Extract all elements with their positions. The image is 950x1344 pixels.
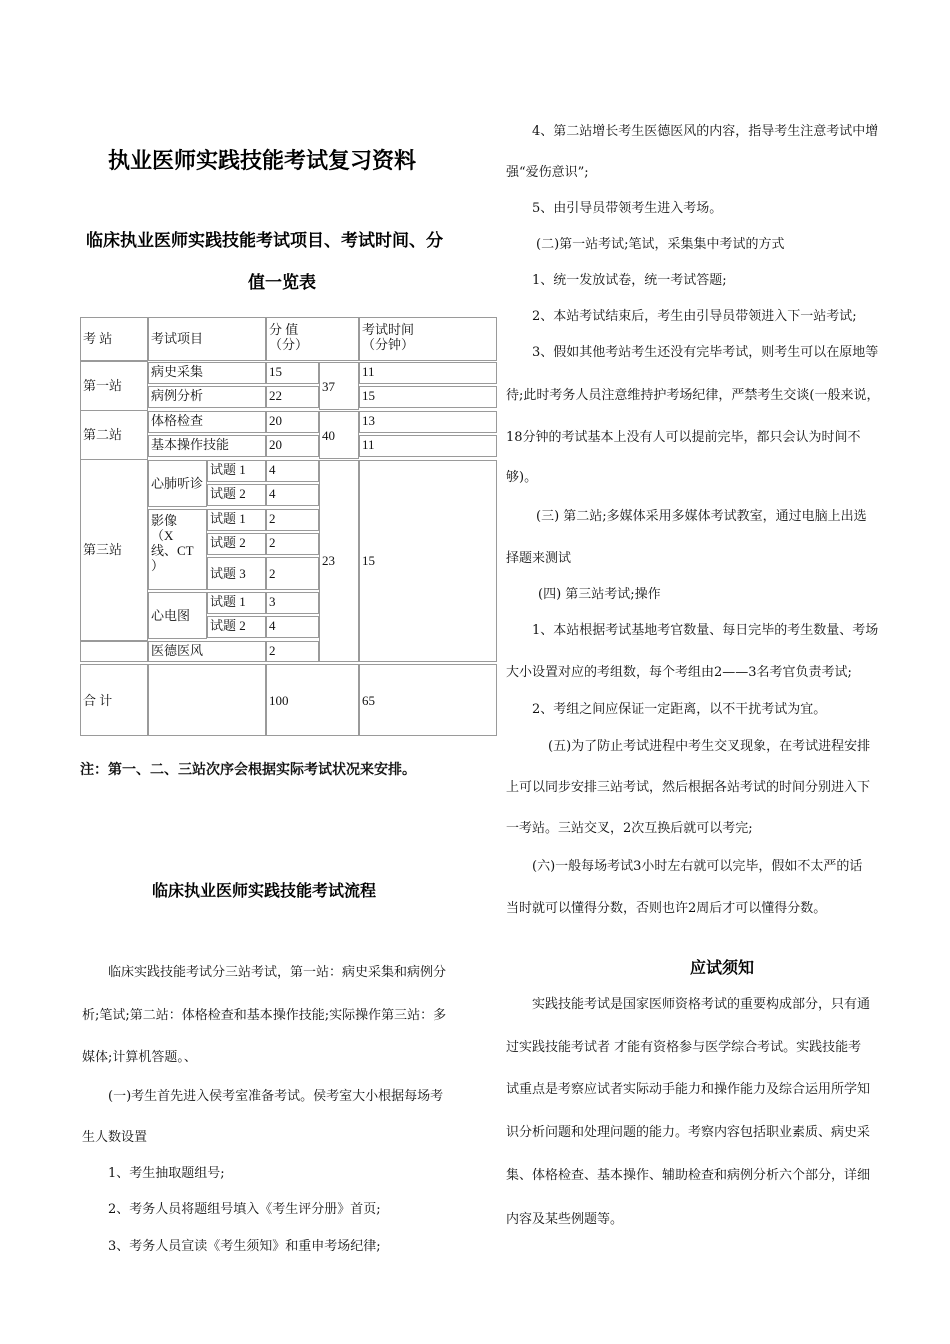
ecg-question-1: 试题 1 (207, 592, 266, 614)
imaging-label-line1: 影像 (151, 513, 178, 528)
station-1-item-1: 病史采集 (148, 362, 266, 384)
table-header-time (359, 317, 497, 361)
right-paragraph-line: 当时就可以懂得分数，否则也许2周后才可以懂得分数。 (506, 901, 827, 916)
notice-paragraph-line: 试重点是考察应试者实际动手能力和操作能力及综合运用所学知 (506, 1082, 871, 1097)
station-1-time-2: 15 (359, 386, 497, 408)
station-2-score-1: 20 (266, 411, 319, 433)
right-paragraph-line: (五)为了防止考试进程中考生交叉现象，在考试进程安排 (548, 739, 871, 754)
station-2-item-2: 基本操作技能 (148, 435, 266, 457)
imaging-question-2: 试题 2 (207, 533, 266, 555)
total-label: 合 计 (80, 664, 148, 736)
heart-question-2-score: 4 (266, 484, 319, 506)
right-paragraph-line: 一考站。三站交叉，2次互换后就可以考完; (506, 821, 753, 836)
station-2-label: 第二站 (80, 410, 148, 460)
right-paragraph-line: 1、统一发放试卷，统一考试答题; (532, 273, 727, 288)
right-paragraph-line: 够)。 (506, 470, 538, 485)
imaging-question-2-score: 2 (266, 533, 319, 555)
heart-auscultation-label: 心肺听诊 (148, 460, 207, 507)
ecg-question-2: 试题 2 (207, 616, 266, 638)
left-list-item: 3、考务人员宣读《考生须知》和重申考场纪律; (108, 1239, 381, 1254)
right-paragraph-line: (三) 第二站;多媒体采用多媒体考试教室，通过电脑上出选 (536, 509, 867, 524)
table-header-score (266, 317, 359, 361)
station-3-label: 第三站 (80, 459, 148, 641)
station-1-label: 第一站 (80, 361, 148, 411)
table-header-time-line2: （分钟） (362, 337, 415, 352)
total-item-blank (148, 664, 266, 736)
table-note: 注：第一、二、三站次序会根据实际考试状况来安排。 (80, 762, 416, 778)
right-paragraph-line: 1、本站根据考试基地考官数量、每日完毕的考生数量、考场 (532, 623, 879, 638)
notice-paragraph-line: 内容及某些例题等。 (506, 1212, 624, 1227)
heart-question-1-score: 4 (266, 460, 319, 482)
imaging-question-1: 试题 1 (207, 509, 266, 531)
station-3-subtotal: 23 (319, 460, 359, 662)
right-paragraph-line: 择题来测试 (506, 551, 572, 566)
total-score: 100 (266, 664, 359, 736)
station-2-score-2: 20 (266, 435, 319, 457)
right-paragraph-line: 5、由引导员带领考生进入考场。 (532, 201, 723, 216)
right-paragraph-line: (六)一般每场考试3小时左右就可以完毕，假如不太严的话 (532, 859, 863, 874)
right-paragraph-line: 待;此时考务人员注意维持护考场纪律，严禁考生交谈(一般来说， (506, 388, 880, 403)
ecg-question-2-score: 4 (266, 616, 319, 638)
notice-paragraph-line: 集、体格检查、基本操作、辅助检查和病例分析六个部分，详细 (506, 1168, 871, 1183)
heart-question-1: 试题 1 (207, 460, 266, 482)
station-2-item-1: 体格检查 (148, 411, 266, 433)
station-1-score-2: 22 (266, 386, 319, 408)
right-paragraph-line: 强“爱伤意识”; (506, 165, 589, 180)
imaging-question-1-score: 2 (266, 509, 319, 531)
left-list-item: 2、考务人员将题组号填入《考生评分册》首页; (108, 1202, 381, 1217)
notice-paragraph-line: 过实践技能考试者 才能有资格参与医学综合考试。实践技能考 (506, 1040, 862, 1055)
imaging-label-line2: （X (151, 528, 174, 543)
table-title-line1: 临床执业医师实践技能考试项目、考试时间、分 (86, 231, 443, 251)
right-paragraph-line: 2、本站考试结束后，考生由引导员带领进入下一站考试; (532, 309, 857, 324)
imaging-label-line4: ） (151, 558, 165, 573)
total-time: 65 (359, 664, 497, 736)
station-2-time-1: 13 (359, 411, 497, 433)
flow-title: 临床执业医师实践技能考试流程 (152, 881, 377, 900)
station-2-subtotal: 40 (319, 411, 359, 459)
right-paragraph-line: 大小设置对应的考组数，每个考组由2——3名考官负责考试; (506, 665, 852, 680)
ethics-blank (80, 641, 148, 662)
notice-paragraph-line: 识分析问题和处理问题的能力。考察内容包括职业素质、病史采 (506, 1125, 871, 1140)
right-paragraph-line: 2、考组之间应保证一定距离，以不干扰考试为宜。 (532, 702, 827, 717)
station-2-time-2: 11 (359, 435, 497, 457)
left-paragraph-line: (一)考生首先进入侯考室准备考试。侯考室大小根据每场考 (108, 1089, 444, 1104)
imaging-question-3-score: 2 (266, 557, 319, 590)
right-paragraph-line: 4、第二站增长考生医德医风的内容，指导考生注意考试中增 (532, 124, 879, 139)
table-header-score-line1: 分 值 (269, 322, 299, 337)
imaging-question-3: 试题 3 (207, 557, 266, 590)
table-header-item: 考试项目 (148, 317, 266, 361)
ethics-score: 2 (266, 641, 319, 662)
left-paragraph-line: 析;笔试;第二站：体格检查和基本操作技能;实际操作第三站：多 (82, 1008, 447, 1023)
heart-question-2: 试题 2 (207, 484, 266, 506)
left-paragraph-line: 临床实践技能考试分三站考试，第一站：病史采集和病例分 (108, 965, 447, 980)
right-paragraph-line: (二)第一站考试;笔试，采集集中考试的方式 (536, 237, 785, 252)
station-1-subtotal: 37 (319, 362, 359, 410)
imaging-label-line3: 线、CT (151, 543, 194, 558)
station-1-score-1: 15 (266, 362, 319, 384)
right-paragraph-line: 上可以同步安排三站考试，然后根据各站考试的时间分别进入下 (506, 780, 871, 795)
page-title: 执业医师实践技能考试复习资料 (108, 149, 417, 174)
ecg-label: 心电图 (148, 592, 207, 639)
left-list-item: 1、考生抽取题组号; (108, 1166, 225, 1181)
table-header-time-line1: 考试时间 (362, 322, 415, 337)
notice-paragraph-line: 实践技能考试是国家医师资格考试的重要构成部分，只有通 (532, 997, 871, 1012)
left-paragraph-line: 媒体;计算机答题。、 (82, 1050, 197, 1065)
right-paragraph-line: 3、假如其他考站考生还没有完毕考试，则考生可以在原地等 (532, 345, 879, 360)
left-paragraph-line: 生人数设置 (82, 1130, 148, 1145)
imaging-label (148, 509, 207, 590)
station-3-time: 15 (359, 460, 497, 662)
station-1-time-1: 11 (359, 362, 497, 384)
table-header-score-line2: （分） (269, 337, 309, 352)
ecg-question-1-score: 3 (266, 592, 319, 614)
right-paragraph-line: (四) 第三站考试;操作 (538, 587, 661, 602)
station-1-item-2: 病例分析 (148, 386, 266, 408)
notice-title: 应试须知 (690, 958, 755, 977)
ethics-label: 医德医风 (148, 641, 266, 662)
table-title-line2: 值一览表 (248, 273, 316, 293)
table-header-station: 考 站 (80, 317, 148, 361)
right-paragraph-line: 18分钟的考试基本上没有人可以提前完毕，都只会认为时间不 (506, 430, 861, 445)
